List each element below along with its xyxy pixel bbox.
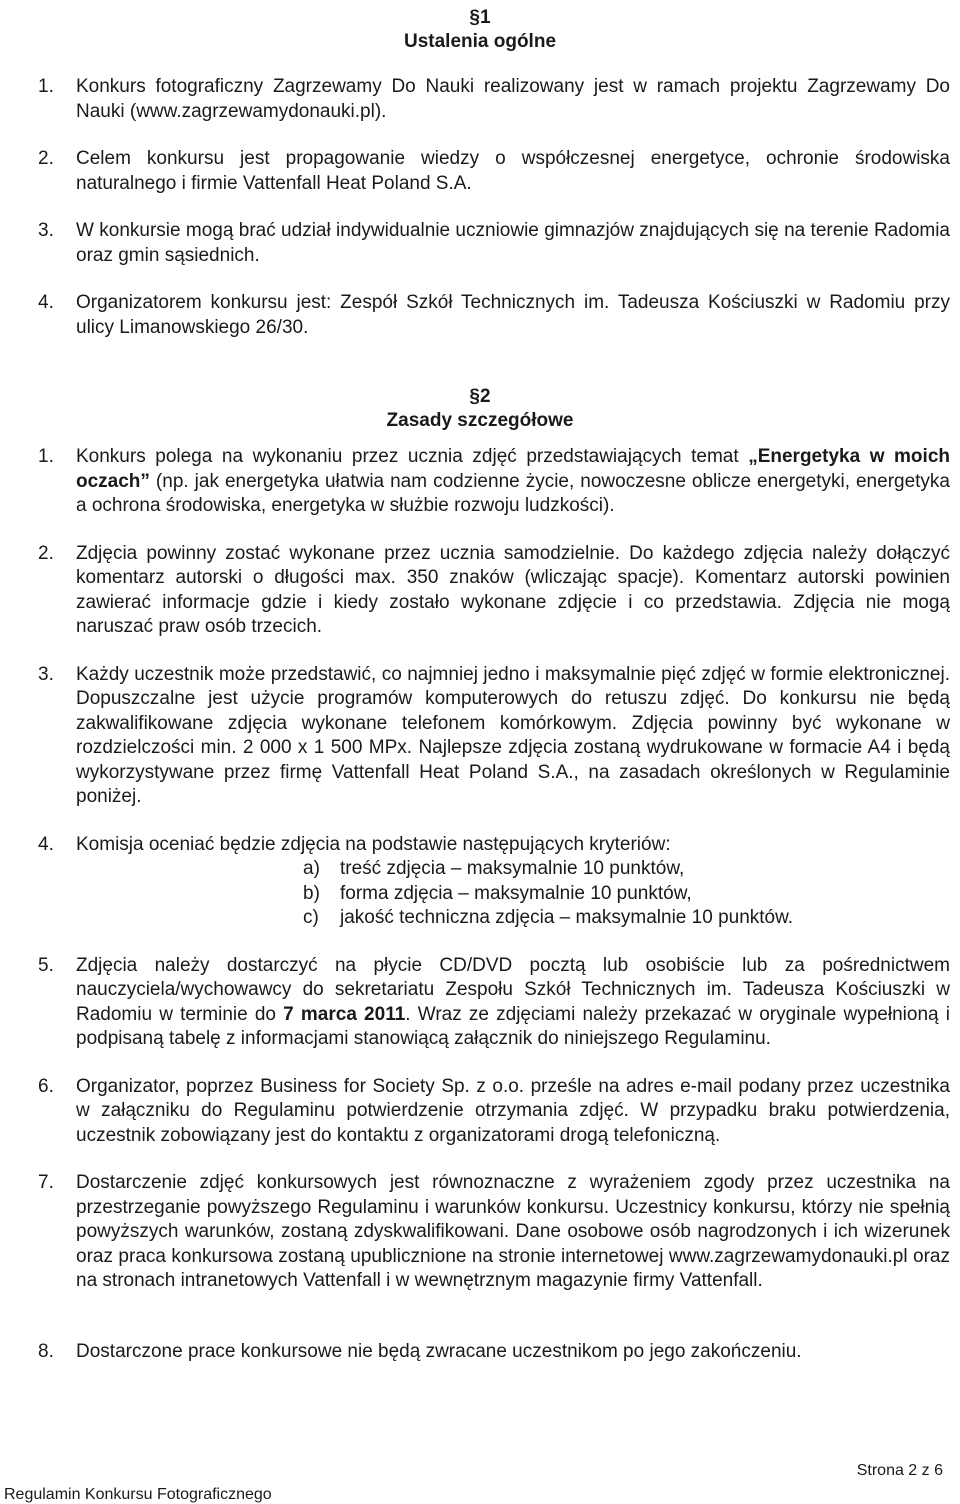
item-number: 2. [38, 148, 54, 169]
section-1-title: Ustalenia ogólne [403, 31, 557, 52]
list-item [0, 542, 960, 640]
criteria-list [0, 857, 960, 931]
criteria-item [303, 882, 960, 907]
section-2-title: Zasady szczegółowe [386, 410, 574, 431]
list-item [0, 1075, 960, 1149]
item-text: W konkursie mogą brać udział indywidualnie uczniowie gimnazjów znajdujących się na terenie Radomia oraz gmin sąsiednich. [76, 220, 950, 266]
list-item [0, 1340, 960, 1365]
item-number: 2. [38, 542, 54, 564]
item-text: Organizator, poprzez Business for Society Sp. z o.o. prześle na adres e-mail podany przez uczestnika w załączniku do Regulaminu potwierdzenie otrzymania zdjęć. W przypadku braku potwierdzenia, uczestnik zobowiązany jest do kontaktu z organizatorami drogą telefoniczną. [76, 1075, 950, 1146]
item-number: 3. [38, 220, 54, 241]
item-number: 3. [38, 663, 54, 685]
section-2-symbol: §2 [469, 386, 491, 407]
page-number: Strona 2 z 6 [856, 1462, 943, 1479]
deadline-date: 7 marca 2011 [283, 1003, 406, 1025]
list-item [0, 954, 960, 1052]
list-item [0, 75, 960, 124]
document-name: Regulamin Konkursu Fotograficznego [4, 1486, 272, 1503]
criteria-text: treść zdjęcia – maksymalnie 10 punktów, [340, 858, 685, 879]
item-number: 8. [38, 1340, 54, 1362]
criteria-text: jakość techniczna zdjęcia – maksymalnie 10 punktów. [340, 907, 794, 928]
item-text: Organizatorem konkursu jest: Zespół Szkół Technicznych im. Tadeusza Kościuszki w Radomiu przy ulicy Limanowskiego 26/30. [76, 292, 950, 338]
criteria-item [303, 857, 960, 882]
criteria-letter: b) [303, 882, 320, 904]
website-link[interactable]: www.zagrzewamydonauki.pl [136, 100, 375, 122]
criteria-item [303, 906, 960, 931]
list-item [0, 147, 960, 196]
section-1-symbol: §1 [469, 7, 491, 28]
item-text-cont: . Wraz ze zdjęciami należy przekazać w oryginale wypełnioną i podpisaną tabelę z informacjami stanowiącą załącznik do niniejszego Regulaminu. [76, 1003, 950, 1049]
theme-title: „Energetyka w moich oczach” [76, 446, 950, 492]
criteria-letter: a) [303, 858, 320, 879]
item-text: Zdjęcia powinny zostać wykonane przez ucznia samodzielnie. Do każdego zdjęcia należy dołączyć komentarz autorski o długości max. 350 znaków (wliczając spacje). Komentarz autorski powinien zawierać informacje gdzie i kiedy zostało wykonane zdjęcie i co przedstawia. Zdjęcia nie mogą naruszać praw osób trzecich. [76, 542, 950, 637]
section-1-heading [0, 0, 960, 54]
item-text: Konkurs polega na wykonaniu przez ucznia zdjęć przedstawiających temat [76, 446, 749, 467]
item-text-cont: (np. jak energetyka ułatwia nam codzienne życie, nowoczesne oblicze energetyki, energetyka a ochrona środowiska, energetyka w służbie rozwoju ludzkości). [76, 470, 950, 516]
item-text: Komisja oceniać będzie zdjęcia na podstawie następujących kryteriów: [76, 833, 671, 855]
list-item [0, 219, 960, 268]
item-text: Każdy uczestnik może przedstawić, co najmniej jedno i maksymalnie pięć zdjęć w formie elektronicznej. Dopuszczalne jest użycie programów komputerowych do retuszu zdjęć. Do konkursu nie będą zakwalifikowane zdjęcia wykonane telefonem komórkowym. Zdjęcia powinny być wykonane w rozdzielczości min. 2 000 x 1 500 MPx. Najlepsze zdjęcia zostaną wydrukowane w formacie A4 i będą wykorzystywane przez firmę Vattenfall Heat Poland S.A., na zasadach określonych w Regulaminie poniżej. [76, 663, 950, 807]
item-number: 7. [38, 1172, 54, 1193]
item-text: Konkurs fotograficzny Zagrzewamy Do Nauki realizowany jest w ramach projektu Zagrzewamy Do Nauki ( [76, 76, 950, 122]
item-number: 4. [38, 292, 54, 313]
list-item [0, 445, 960, 519]
item-number: 4. [38, 833, 54, 855]
criteria-text: forma zdjęcia – maksymalnie 10 punktów, [340, 882, 692, 904]
list-item [0, 833, 960, 858]
list-item [0, 663, 960, 810]
item-text: Zdjęcia należy dostarczyć na płycie CD/DVD pocztą lub osobiście lub za pośrednictwem nauczyciela/wychowawcy do sekretariatu Zespołu Szkół Technicznych im. Tadeusza Kościuszki w Radomiu w terminie do [76, 954, 950, 1025]
criteria-letter: c) [303, 907, 319, 928]
item-text-end: ). [374, 100, 387, 122]
section-2-heading [0, 385, 960, 433]
item-number: 6. [38, 1075, 54, 1097]
item-text: Dostarczone prace konkursowe nie będą zwracane uczestnikom po jego zakończeniu. [76, 1340, 802, 1362]
item-text: Celem konkursu jest propagowanie wiedzy o współczesnej energetyce, ochronie środowiska naturalnego i firmie Vattenfall Heat Poland S.A. [76, 148, 950, 194]
item-text: Dostarczenie zdjęć konkursowych jest równoznaczne z wyrażeniem zgody przez uczestnika na przestrzeganie powyższego Regulaminu i warunków konkursu. Uczestnicy konkursu, którzy nie spełnią powyższych warunków, zostaną zdyskwalifikowani. Dane osobowe osób nagrodzonych i ich wizerunek oraz praca konkursowa zostaną upublicznione na stronie internetowej www.zagrzewamydonauki.pl oraz na stronach intranetowych Vattenfall i w wewnętrznym magazynie firmy Vattenfall. [76, 1172, 950, 1291]
item-number: 1. [38, 446, 54, 467]
list-item [0, 1171, 960, 1294]
item-number: 1. [38, 76, 54, 97]
list-item [0, 291, 960, 340]
item-number: 5. [38, 954, 54, 976]
